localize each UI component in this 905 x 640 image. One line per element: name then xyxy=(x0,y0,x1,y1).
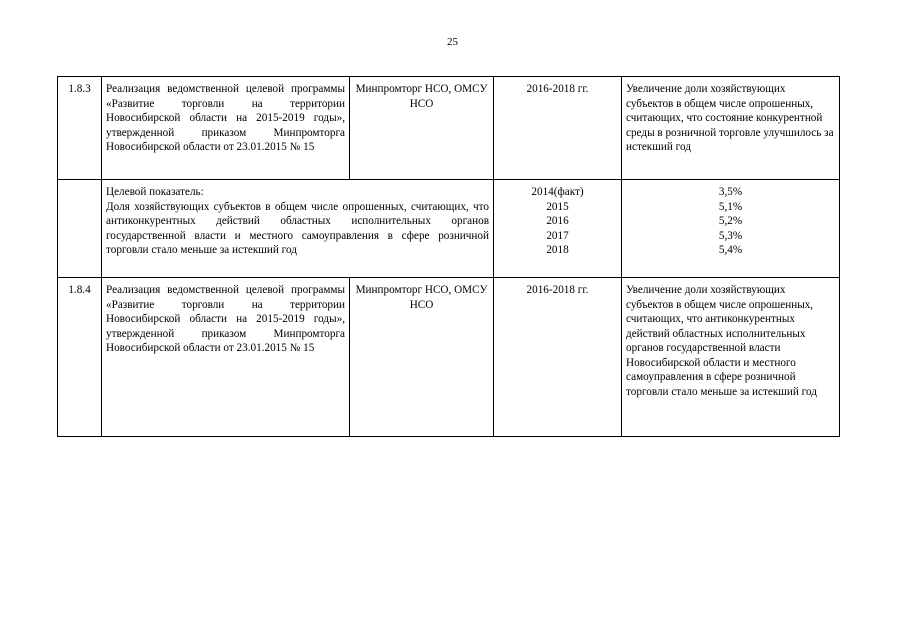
measure-description: Реализация ведомственной целевой программы «Развитие торговли на территории Новосибирской области на 2015-2019 годы», утвержденной приказом Минпромторга Новосибирской области от 23.01.2015 № 15 xyxy=(102,77,350,180)
expected-result: Увеличение доли хозяйствующих субъектов в общем числе опрошенных, считающих, что антиконкурентных действий областных исполнительных органов государственной власти Новосибирской области и местного самоуправления в сфере розничной торговли стало меньше за истекший год xyxy=(622,278,840,437)
indicator-values xyxy=(622,180,840,278)
year-1: 2015 xyxy=(546,200,569,213)
year-3: 2017 xyxy=(546,229,569,242)
measure-description: Реализация ведомственной целевой программы «Развитие торговли на территории Новосибирской области на 2015-2019 годы», утвержденной приказом Минпромторга Новосибирской области от 23.01.2015 № 15 xyxy=(102,278,350,437)
value-4: 5,4% xyxy=(718,244,743,256)
row-number: 1.8.4 xyxy=(58,278,102,437)
row-number: 1.8.3 xyxy=(58,77,102,180)
indicator-years xyxy=(494,180,622,278)
value-2: 5,2% xyxy=(718,215,743,227)
value-3: 5,3% xyxy=(718,229,743,242)
indicator-description: Целевой показатель: Доля хозяйствующих субъектов в общем числе опрошенных, считающих, что антиконкурентных действий областных исполнительных органов государственной власти и местного самоуправления в сфере розничной торговли стало меньше за истекший год xyxy=(102,180,494,278)
table-row-1-8-4 xyxy=(58,278,840,437)
year-0: 2014(факт) xyxy=(531,186,584,198)
value-0: 3,5% xyxy=(718,186,743,198)
table-row-1-8-3 xyxy=(58,77,840,180)
year-4: 2018 xyxy=(546,244,569,256)
table-row-indicator xyxy=(58,180,840,278)
year-2: 2016 xyxy=(546,215,569,227)
value-1: 5,1% xyxy=(718,200,743,213)
executor: Минпромторг НСО, ОМСУ НСО xyxy=(350,278,494,437)
executor: Минпромторг НСО, ОМСУ НСО xyxy=(350,77,494,180)
period: 2016-2018 гг. xyxy=(494,77,622,180)
expected-result: Увеличение доли хозяйствующих субъектов в общем числе опрошенных, считающих, что состояние конкурентной среды в розничной торговле улучшилось за истекший год xyxy=(622,77,840,180)
page-number: 25 xyxy=(447,36,458,48)
measures-table xyxy=(57,76,840,437)
period: 2016-2018 гг. xyxy=(494,278,622,437)
empty-cell xyxy=(58,180,102,278)
